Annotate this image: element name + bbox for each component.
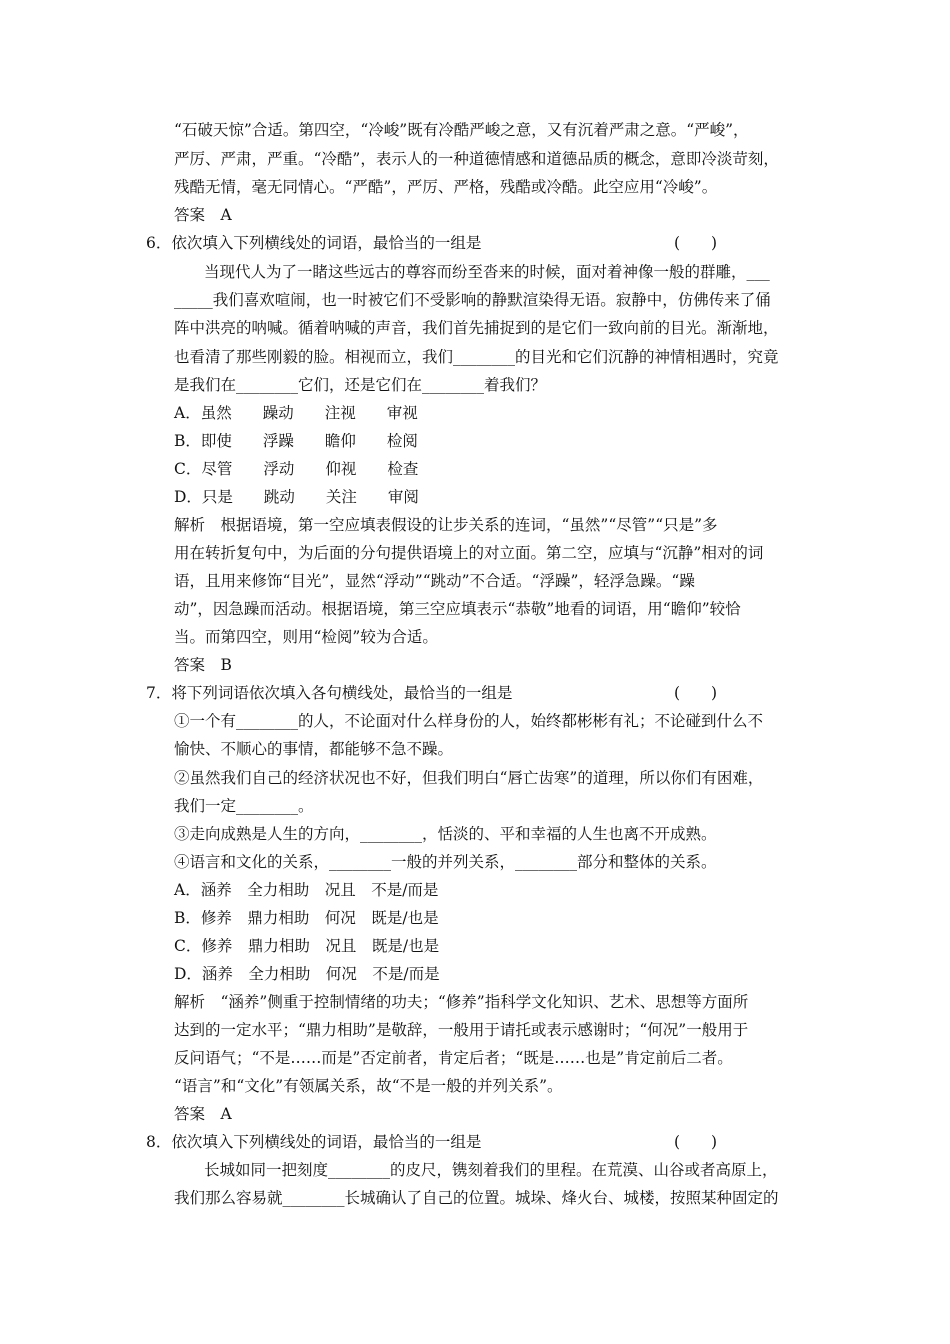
analysis-line: 严厉、严肃，严重。“冷酷”，表示人的一种道德情感和道德品质的概念，意即冷淡苛刻， [174, 150, 779, 168]
analysis-line: 动”，因急躁而活动。根据语境，第三空应填表示“恭敬”地看的词语，用“瞻仰”较恰 [174, 600, 741, 618]
sentence-item: 愉快、不顺心的事情，都能够不急不躁。 [174, 740, 454, 758]
sentence-item: ①一个有________的人，不论面对什么样身份的人，始终都彬彬有礼；不论碰到什么不 [174, 712, 764, 730]
analysis-line: 解析 “涵养”侧重于控制情绪的功夫；“修养”指科学文化知识、艺术、思想等方面所 [174, 993, 749, 1011]
answer-bracket: ( ) [674, 234, 718, 252]
analysis-line: “石破天惊”合适。第四空，“冷峻”既有冷酷严峻之意，又有沉着严肃之意。“严峻”， [174, 121, 749, 139]
passage-line: 长城如同一把刻度________的皮尺，镌刻着我们的里程。在荒漠、山谷或者高原上， [204, 1161, 778, 1179]
passage-line: 我们那么容易就________长城确认了自己的位置。城垛、烽火台、城楼，按照某种固定的 [174, 1189, 779, 1207]
analysis-line: 反问语气；“不是……而是”否定前者，肯定后者；“既是……也是”肯定前后二者。 [174, 1049, 733, 1067]
option-c: C．修养 鼎力相助 况且 既是/也是 [174, 937, 440, 955]
question-8-stem: 8．依次填入下列横线处的词语，最恰当的一组是 [146, 1133, 482, 1151]
sentence-item: ②虽然我们自己的经济状况也不好，但我们明白“唇亡齿寒”的道理，所以你们有困难， [174, 769, 764, 787]
analysis-line: “语言”和“文化”有领属关系，故“不是一般的并列关系”。 [174, 1077, 563, 1095]
option-d: D．涵养 全力相助 何况 不是/而是 [174, 965, 440, 983]
passage-line: 是我们在________它们，还是它们在________着我们？ [174, 376, 547, 394]
sentence-item: 我们一定________。 [174, 797, 314, 815]
option-d: D．只是 跳动 关注 审阅 [174, 488, 419, 506]
answer-bracket: ( ) [674, 684, 718, 702]
answer-line: 答案 A [174, 206, 232, 224]
analysis-line: 残酷无情，毫无同情心。“严酷”，严厉、严格，残酷或冷酷。此空应用“冷峻”。 [174, 178, 718, 196]
question-7-stem: 7．将下列词语依次填入各句横线处，最恰当的一组是 [146, 684, 513, 702]
passage-line: 阵中洪亮的呐喊。循着呐喊的声音，我们首先捕捉到的是它们一致向前的目光。渐渐地， [174, 319, 779, 337]
analysis-line: 语，且用来修饰“目光”，显然“浮动”“跳动”不合适。“浮躁”，轻浮急躁。“躁 [174, 572, 695, 590]
option-c: C．尽管 浮动 仰视 检查 [174, 460, 419, 478]
option-b: B．修养 鼎力相助 何况 既是/也是 [174, 909, 439, 927]
passage-line: _____我们喜欢喧闹，也一时被它们不受影响的静默渲染得无语。寂静中，仿佛传来了俑 [174, 291, 771, 309]
sentence-item: ④语言和文化的关系，________一般的并列关系，________部分和整体的关系。 [174, 853, 717, 871]
answer-line: 答案 B [174, 656, 232, 674]
question-6-stem: 6．依次填入下列横线处的词语，最恰当的一组是 [146, 234, 482, 252]
option-b: B．即使 浮躁 瞻仰 检阅 [174, 432, 418, 450]
answer-bracket: ( ) [674, 1133, 718, 1151]
option-a: A．涵养 全力相助 况且 不是/而是 [174, 881, 439, 899]
sentence-item: ③走向成熟是人生的方向，________，恬淡的、平和幸福的人生也离不开成熟。 [174, 825, 717, 843]
passage-line: 当现代人为了一睹这些远古的尊容而纷至沓来的时候，面对着神像一般的群雕，___ [204, 263, 770, 281]
analysis-line: 达到的一定水平；“鼎力相助”是敬辞，一般用于请托或表示感谢时；“何况”一般用于 [174, 1021, 749, 1039]
passage-line: 也看清了那些刚毅的脸。相视而立，我们________的目光和它们沉静的神情相遇时，究竟 [174, 348, 779, 366]
answer-line: 答案 A [174, 1105, 232, 1123]
analysis-line: 解析 根据语境，第一空应填表假设的让步关系的连词，“虽然”“尽管”“只是”多 [174, 516, 718, 534]
analysis-line: 用在转折复句中，为后面的分句提供语境上的对立面。第二空，应填与“沉静”相对的词 [174, 544, 764, 562]
analysis-line: 当。而第四空，则用“检阅”较为合适。 [174, 628, 438, 646]
option-a: A．虽然 躁动 注视 审视 [174, 404, 418, 422]
